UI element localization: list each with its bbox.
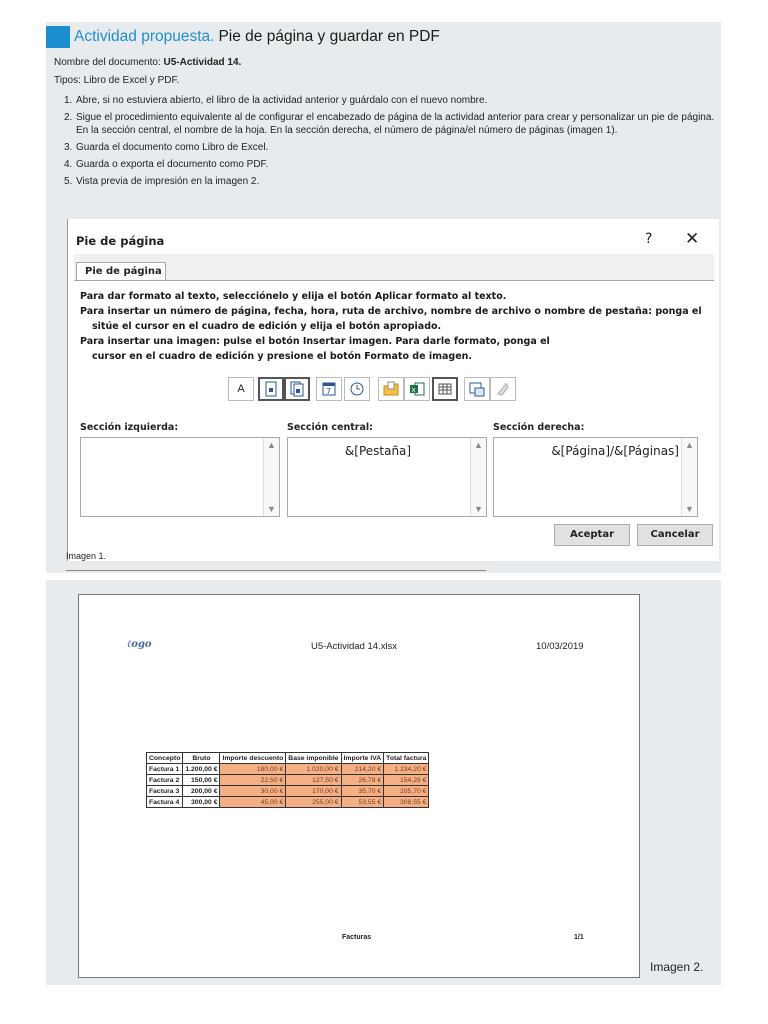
right-section-field[interactable] [493,437,698,517]
table-cell: Factura 1 [147,764,183,775]
list-item [64,175,719,188]
step-text: Abre, si no estuviera abierto, el libro de la actividad anterior y guárdalo con el nuevo nombre. [76,95,488,106]
header-right: 10/03/2019 [536,641,584,652]
image-2-frame [46,580,721,985]
invoice-table [146,752,429,808]
date-icon [321,381,337,397]
svg-text:7: 7 [326,387,332,396]
right-section-scrollbar[interactable] [681,438,697,516]
table-row [147,797,429,808]
table-cell: 300,00 € [183,797,220,808]
step-number: 1. [64,95,73,106]
header-logo: ℓogo [127,639,152,650]
left-section-scrollbar[interactable] [263,438,279,516]
footer-center: Facturas [342,934,372,941]
document-name-label: Nombre del documento: [54,57,164,68]
time-icon [349,381,365,397]
number-of-pages-icon [289,381,305,397]
column-header: Importe descuento [220,753,286,764]
svg-text:x: x [411,386,416,394]
table-cell: 200,00 € [183,786,220,797]
table-header-row [147,753,429,764]
table-cell: Factura 4 [147,797,183,808]
image-1-frame [46,213,721,573]
chevron-down-icon: ▼ [474,504,483,514]
column-header: Total factura [384,753,429,764]
tab-panel [74,280,714,517]
activity-panel [46,22,721,213]
title-accent-square [46,26,70,48]
dialog-body [74,254,714,517]
print-preview-page [78,594,640,978]
table-cell: 30,00 € [220,786,286,797]
chevron-down-icon: ▼ [685,504,694,514]
activity-title-row [46,26,440,48]
list-item [64,111,719,137]
step-number: 4. [64,159,73,170]
date-button[interactable] [316,377,342,401]
sheet-name-icon [437,381,453,397]
right-section-value: &[Página]/&[Páginas] [551,444,679,458]
divider [66,570,486,571]
tab-footer[interactable]: Pie de página [76,262,166,280]
instruction-line: Para insertar una imagen: pulse el botón Insertar imagen. Para darle formato, ponga el [80,336,550,347]
column-header: Bruto [183,753,220,764]
time-button[interactable] [344,377,370,401]
step-text: Sigue el procedimiento equivalente al de configurar el encabezado de página de la actividad anterior para crear y personalizar un pie de página. En la sección central, el nombre de la hoja. En la sección derecha, el número de página/el número de páginas (imagen 1). [76,112,715,136]
close-button[interactable]: ✕ [685,229,700,249]
column-header: Concepto [147,753,183,764]
instruction-line: Para insertar un número de página, fecha, hora, ruta de archivo, nombre de archivo o nombre de pestaña: ponga el [80,306,702,317]
table-row [147,786,429,797]
step-number: 5. [64,176,73,187]
page-number-button[interactable] [258,377,284,401]
format-text-icon: A [237,383,245,395]
cancel-button[interactable]: Cancelar [637,524,713,546]
format-text-button[interactable] [228,377,254,401]
table-row [147,764,429,775]
page-number-icon [263,381,279,397]
table-cell: 180,00 € [220,764,286,775]
file-name-icon [409,381,425,397]
file-path-button[interactable] [378,377,404,401]
list-item [64,141,719,154]
footer-dialog [67,219,719,561]
activity-title-highlight: Actividad propuesta. [74,28,215,45]
table-cell: 1.020,00 € [286,764,341,775]
table-cell: Factura 3 [147,786,183,797]
sheet-name-button[interactable] [432,377,458,401]
center-section-field[interactable] [287,437,487,517]
chevron-up-icon: ▲ [474,440,483,450]
table-cell: 1.234,20 € [384,764,429,775]
right-section-label: Sección derecha: [493,422,585,433]
table-cell: 35,70 € [341,786,384,797]
help-button[interactable]: ? [645,231,653,247]
center-section-scrollbar[interactable] [470,438,486,516]
tab-bar [74,254,714,280]
table-row [147,775,429,786]
instruction-line: sitúe el cursor en el cuadro de edición y elija el botón apropiado. [92,321,442,332]
column-header: Base imponible [286,753,341,764]
chevron-up-icon: ▲ [685,440,694,450]
footer-right: 1/1 [574,934,584,941]
center-section-label: Sección central: [287,422,373,433]
format-picture-button[interactable] [490,377,516,401]
number-of-pages-button[interactable] [284,377,310,401]
step-text: Guarda el documento como Libro de Excel. [76,142,269,153]
document-types: Tipos: Libro de Excel y PDF. [54,75,180,86]
chevron-down-icon: ▼ [267,504,276,514]
left-section-field[interactable] [80,437,280,517]
table-cell: 214,20 € [341,764,384,775]
table-cell: 170,00 € [286,786,341,797]
table-cell: 53,55 € [341,797,384,808]
document-name-line [54,57,241,68]
image-1-caption: Imagen 1. [66,551,107,561]
steps-list [64,94,719,192]
instruction-line: cursor en el cuadro de edición y presione el botón Formato de imagen. [92,351,473,362]
table-cell: Factura 2 [147,775,183,786]
column-header: Importe IVA [341,753,384,764]
table-cell: 255,00 € [286,797,341,808]
center-section-value: &[Pestaña] [344,444,412,458]
table-cell: 22,50 € [220,775,286,786]
file-path-icon [383,381,399,397]
table-cell: 127,50 € [286,775,341,786]
chevron-up-icon: ▲ [267,440,276,450]
step-number: 3. [64,142,73,153]
insert-picture-button[interactable] [464,377,490,401]
insert-picture-icon [469,381,485,397]
format-picture-icon [495,381,511,397]
step-number: 2. [64,112,73,123]
table-cell: 45,00 € [220,797,286,808]
table-cell: 1.200,00 € [183,764,220,775]
table-cell: 150,00 € [183,775,220,786]
activity-title: Pie de página y guardar en PDF [218,28,440,45]
list-item [64,158,719,171]
file-name-button[interactable] [404,377,430,401]
left-section-label: Sección izquierda: [80,422,179,433]
header-center: U5-Actividad 14.xlsx [311,641,398,652]
table-cell: 308,55 € [384,797,429,808]
document-name-value: U5-Actividad 14. [163,57,242,68]
step-text: Vista previa de impresión en la imagen 2. [76,176,260,187]
accept-button[interactable]: Aceptar [554,524,630,546]
table-cell: 154,28 € [384,775,429,786]
step-text: Guarda o exporta el documento como PDF. [76,159,269,170]
instruction-line: Para dar formato al texto, selecciónelo y elija el botón Aplicar formato al texto. [80,291,507,302]
dialog-title: Pie de página [76,234,165,248]
list-item [64,94,719,107]
table-cell: 26,78 € [341,775,384,786]
table-cell: 205,70 € [384,786,429,797]
image-2-caption: Imagen 2. [650,960,704,974]
